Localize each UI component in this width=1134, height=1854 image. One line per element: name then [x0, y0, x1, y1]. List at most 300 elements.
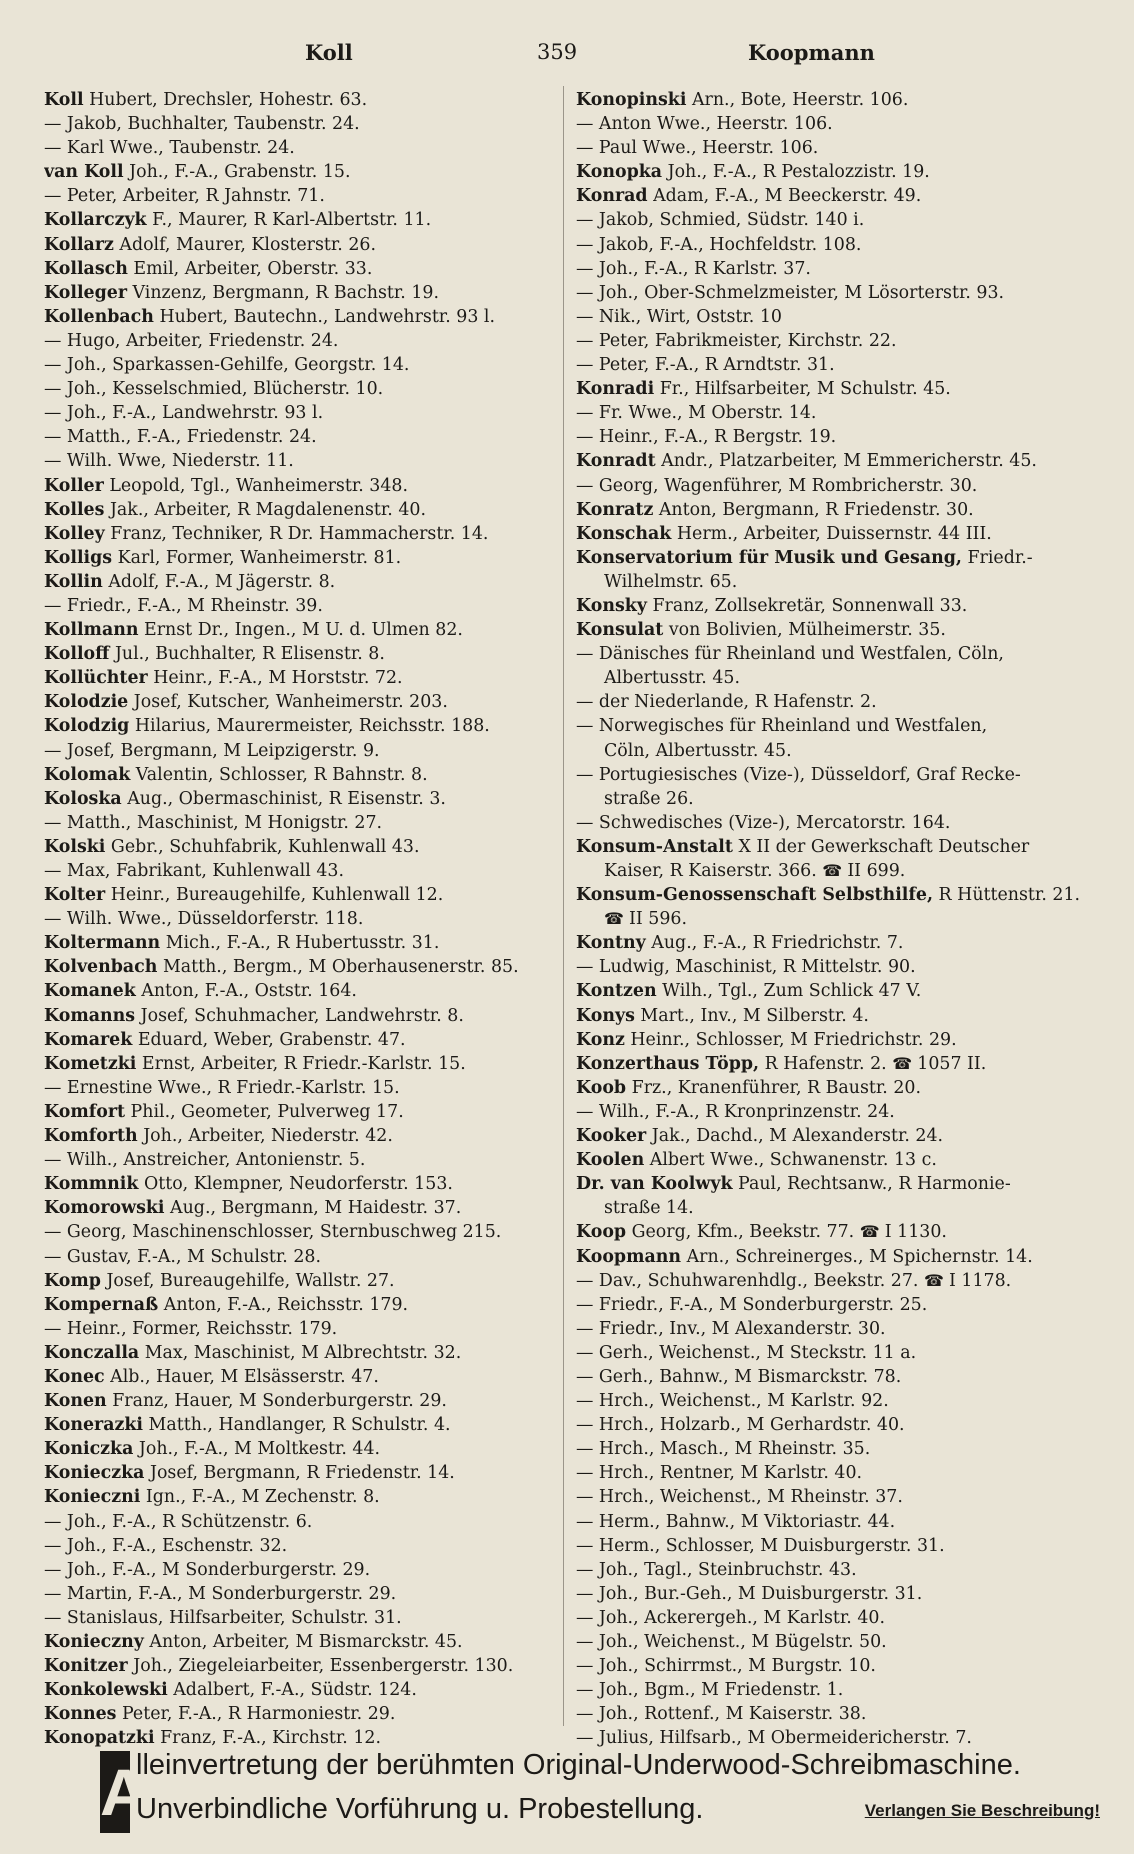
entry-details: Franz, Techniker, R Dr. Hammacherstr. 14. [110, 523, 489, 544]
entry-details: Joh., Arbeiter, Niederstr. 42. [143, 1126, 393, 1147]
entry-details: Josef, Bureaugehilfe, Wallstr. 27. [106, 1270, 395, 1291]
entry-details: Matth., Bergm., M Oberhausenerstr. 85. [162, 957, 519, 978]
entry-surname: Koltermann [44, 933, 161, 954]
entry-details: — Wilh., Anstreicher, Antonienstr. 5. [44, 1150, 366, 1171]
entry-details: — Karl Wwe., Taubenstr. 24. [44, 138, 295, 159]
entry-details: Adolf, F.-A., M Jägerstr. 8. [108, 571, 336, 592]
directory-entry [576, 1172, 1101, 1196]
entry-details: Heinr., F.-A., M Horststr. 72. [153, 668, 403, 689]
directory-entry [44, 1293, 568, 1317]
directory-entry [576, 594, 1101, 618]
entry-surname: Komforth [44, 1126, 138, 1147]
directory-entry [44, 1076, 568, 1100]
directory-entry [44, 88, 568, 112]
directory-entry [576, 666, 1101, 690]
directory-entry [44, 208, 568, 232]
entry-surname: Konradt [576, 451, 656, 472]
directory-entry [44, 305, 568, 329]
entry-details: — Hrch., Weichenst., M Karlstr. 92. [576, 1391, 889, 1412]
directory-entry [44, 714, 568, 738]
directory-entry [44, 1124, 568, 1148]
directory-entry [576, 1076, 1101, 1100]
directory-entry [44, 1558, 568, 1582]
entry-details: Wilh., Tgl., Zum Schlick 47 V. [662, 981, 922, 1002]
directory-entry [576, 257, 1101, 281]
entry-details: — Peter, F.-A., R Arndtstr. 31. [576, 355, 835, 376]
entry-details: — Paul Wwe., Heerstr. 106. [576, 138, 819, 159]
entry-details: — Gerh., Bahnw., M Bismarckstr. 78. [576, 1366, 902, 1387]
entry-details: X II der Gewerkschaft Deutscher [738, 836, 1030, 857]
entry-details: Paul, Rechtsanw., R Harmonie- [738, 1174, 1011, 1195]
directory-entry [44, 1678, 568, 1702]
directory-entry [576, 835, 1101, 859]
entry-surname: Kooker [576, 1126, 647, 1147]
entry-details: — Josef, Bergmann, M Leipzigerstr. 9. [44, 740, 380, 761]
directory-entry [44, 1485, 568, 1509]
entry-surname: Konsum-Genossenschaft Selbsthilfe, [576, 885, 934, 906]
directory-entry [44, 1028, 568, 1052]
directory-entry [44, 329, 568, 353]
entry-details: straße 14. [604, 1198, 694, 1219]
directory-entry [576, 1678, 1101, 1702]
entry-details: — Heinr., F.-A., R Bergstr. 19. [576, 427, 837, 448]
entry-surname: Konerazki [44, 1415, 144, 1436]
directory-entry [576, 1389, 1101, 1413]
advertisement [100, 1743, 1100, 1835]
header-right-keyword: Koopmann [748, 40, 875, 65]
entry-details: — Schwedisches (Vize-), Mercatorstr. 164. [576, 812, 951, 833]
directory-entry [44, 594, 568, 618]
directory-entry [576, 474, 1101, 498]
directory-entry [576, 1510, 1101, 1534]
directory-entry [576, 1317, 1101, 1341]
entry-surname: Kolley [44, 523, 105, 544]
entry-details: — Matth., F.-A., Friedenstr. 24. [44, 427, 317, 448]
entry-surname: Komanek [44, 981, 136, 1002]
directory-entry [576, 449, 1101, 473]
entry-surname: Kolski [44, 836, 106, 857]
entry-surname: Kolleger [44, 282, 127, 303]
directory-entry [576, 1269, 1101, 1293]
entry-details: Franz, F.-A., Kirchstr. 12. [160, 1728, 382, 1749]
directory-entry [576, 1004, 1101, 1028]
entry-details: Hilarius, Maurermeister, Reichsstr. 188. [134, 716, 490, 737]
directory-entry [576, 931, 1101, 955]
entry-details: straße 26. [604, 788, 694, 809]
entry-details: Anton, Arbeiter, M Bismarckstr. 45. [149, 1632, 463, 1652]
entry-details: — Dav., Schuhwarenhdlg., Beekstr. 27. [576, 1270, 919, 1291]
directory-entry [44, 160, 568, 184]
telephone-number: II 596. [629, 909, 688, 930]
entry-details: Phil., Geometer, Pulverweg 17. [130, 1101, 404, 1122]
entry-surname: Kollmann [44, 620, 139, 641]
directory-entry [576, 377, 1101, 401]
entry-surname: Komp [44, 1270, 101, 1291]
entry-surname: Koller [44, 475, 104, 496]
entry-surname: Kolligs [44, 547, 113, 568]
entry-surname: Konieczka [44, 1463, 145, 1484]
directory-entry [576, 714, 1101, 738]
directory-entry [576, 1413, 1101, 1437]
entry-surname: Kolodzie [44, 692, 129, 713]
entry-surname: Kontzen [576, 981, 657, 1002]
directory-entry [44, 955, 568, 979]
directory-entry [576, 1485, 1101, 1509]
entry-details: Wilhelmstr. 65. [604, 571, 738, 592]
entry-surname: Konec [44, 1366, 105, 1387]
entry-details: Valentin, Schlosser, R Bahnstr. 8. [135, 764, 428, 785]
directory-entry [576, 88, 1101, 112]
left-column [44, 88, 568, 1750]
ad-note: Verlangen Sie Beschreibung! [864, 1801, 1100, 1820]
entry-details: — Jakob, F.-A., Hochfeldstr. 108. [576, 234, 862, 255]
directory-entry [44, 546, 568, 570]
directory-entry [44, 690, 568, 714]
directory-entry [44, 1365, 568, 1389]
entry-surname: Konkolewski [44, 1680, 168, 1701]
entry-details: Andr., Platzarbeiter, M Emmericherstr. 45. [661, 451, 1037, 472]
directory-entry [576, 1654, 1101, 1678]
directory-entry [576, 955, 1101, 979]
entry-surname: Kollüchter [44, 668, 148, 689]
entry-details: Vinzenz, Bergmann, R Bachstr. 19. [132, 282, 439, 303]
entry-details: — Anton Wwe., Heerstr. 106. [576, 114, 833, 135]
directory-entry [44, 1269, 568, 1293]
entry-surname: Komorowski [44, 1198, 165, 1219]
entry-surname: Kollarczyk [44, 210, 147, 231]
entry-surname: Konsky [576, 595, 647, 616]
entry-details: Anton, F.-A., Oststr. 164. [141, 981, 357, 1002]
directory-entry [44, 1220, 568, 1244]
directory-entry [44, 883, 568, 907]
entry-details: — Matth., Maschinist, M Honigstr. 27. [44, 812, 383, 833]
entry-surname: Konopka [576, 162, 663, 183]
entry-surname: Konschak [576, 523, 672, 544]
entry-details: Josef, Bergmann, R Friedenstr. 14. [149, 1463, 455, 1484]
directory-entry [576, 1220, 1101, 1244]
entry-surname: Komanns [44, 1005, 136, 1026]
telephone-icon: ☎ [822, 861, 848, 880]
directory-entry [576, 1702, 1101, 1726]
directory-entry [576, 787, 1101, 811]
telephone-number: I 1178. [948, 1270, 1012, 1291]
directory-entry [576, 160, 1101, 184]
entry-surname: Komfort [44, 1101, 126, 1122]
entry-details: — Gustav, F.-A., M Schulstr. 28. [44, 1246, 321, 1267]
directory-entry [576, 498, 1101, 522]
entry-details: Josef, Schuhmacher, Landwehrstr. 8. [140, 1005, 464, 1026]
entry-details: — Portugiesisches (Vize-), Düsseldorf, Graf Recke- [576, 764, 1021, 785]
directory-entry [576, 353, 1101, 377]
entry-details: Aug., F.-A., R Friedrichstr. 7. [651, 933, 904, 954]
entry-details: — Peter, Fabrikmeister, Kirchstr. 22. [576, 330, 897, 351]
directory-entry [44, 136, 568, 160]
directory-entry [44, 1052, 568, 1076]
entry-surname: Kollasch [44, 258, 128, 279]
entry-details: — Hugo, Arbeiter, Friedenstr. 24. [44, 330, 339, 351]
entry-details: — Joh., Kesselschmied, Blücherstr. 10. [44, 379, 384, 400]
entry-details: — Joh., Weichenst., M Bügelstr. 50. [576, 1632, 887, 1652]
directory-entry [576, 1582, 1101, 1606]
directory-entry [44, 281, 568, 305]
entry-surname: Konradi [576, 379, 655, 400]
entry-details: Arn., Schreinerges., M Spichernstr. 14. [686, 1246, 1033, 1267]
entry-details: Leopold, Tgl., Wanheimerstr. 348. [109, 475, 409, 496]
directory-entry [44, 763, 568, 787]
entry-details: Kaiser, R Kaiserstr. 366. [604, 861, 817, 881]
directory-entry [44, 1510, 568, 1534]
entry-details: Franz, Zollsekretär, Sonnenwall 33. [652, 595, 968, 616]
entry-details: R Hafenstr. 2. [764, 1053, 887, 1074]
entry-details: Adalbert, F.-A., Südstr. 124. [173, 1680, 417, 1701]
entry-details: — Julius, Hilfsarb., M Obermeidericherstr. 7. [576, 1728, 972, 1749]
entry-details: — Joh., F.-A., R Schützenstr. 6. [44, 1511, 313, 1532]
right-column [576, 88, 1101, 1750]
entry-surname: Konitzer [44, 1656, 128, 1677]
entry-details: Mart., Inv., M Silberstr. 4. [640, 1005, 869, 1026]
entry-details: Anton, Bergmann, R Friedenstr. 30. [658, 499, 974, 520]
directory-entry [576, 136, 1101, 160]
directory-entry [44, 1196, 568, 1220]
entry-details: Alb., Hauer, M Elsässerstr. 47. [110, 1366, 379, 1387]
entry-surname: Koopmann [576, 1246, 682, 1267]
entry-details: — Peter, Arbeiter, R Jahnstr. 71. [44, 186, 325, 207]
directory-entry [44, 1389, 568, 1413]
directory-entry [44, 112, 568, 136]
directory-entry [44, 1582, 568, 1606]
entry-details: Adam, F.-A., M Beeckerstr. 49. [653, 186, 922, 207]
entry-details: Peter, F.-A., R Harmoniestr. 29. [122, 1704, 396, 1725]
directory-entry [576, 1100, 1101, 1124]
entry-surname: Koob [576, 1077, 627, 1098]
entry-details: Max, Maschinist, M Albrechtstr. 32. [144, 1342, 462, 1363]
entry-details: Aug., Obermaschinist, R Eisenstr. 3. [127, 788, 446, 809]
entry-surname: Konopatzki [44, 1728, 155, 1749]
directory-entry [44, 811, 568, 835]
directory-entry [44, 1702, 568, 1726]
entry-details: — Herm., Schlosser, M Duisburgerstr. 31. [576, 1535, 945, 1556]
ad-line-1: lleinvertretung der berühmten Original-Underwood-Schreibmaschine. [136, 1749, 1021, 1781]
entry-details: — Joh., F.-A., Landwehrstr. 93 l. [44, 403, 324, 424]
entry-details: R Hüttenstr. 21. [938, 885, 1081, 906]
entry-details: Hubert, Drechsler, Hohestr. 63. [89, 90, 368, 110]
directory-entry [576, 642, 1101, 666]
directory-entry [576, 739, 1101, 763]
directory-entry [576, 1245, 1101, 1269]
directory-entry [44, 353, 568, 377]
entry-details: — Joh., Tagl., Steinbruchstr. 43. [576, 1559, 857, 1580]
entry-details: Georg, Kfm., Beekstr. 77. [631, 1222, 855, 1243]
entry-details: — Friedr., F.-A., M Sonderburgerstr. 25. [576, 1294, 928, 1315]
directory-entry [44, 257, 568, 281]
directory-entry [576, 281, 1101, 305]
entry-surname: Konsulat [576, 620, 664, 641]
directory-entry [576, 1196, 1101, 1220]
directory-entry [44, 1437, 568, 1461]
entry-details: — Joh., F.-A., M Sonderburgerstr. 29. [44, 1559, 371, 1580]
entry-details: — Ernestine Wwe., R Friedr.-Karlstr. 15. [44, 1077, 400, 1098]
entry-details: Fr., Hilfsarbeiter, M Schulstr. 45. [659, 379, 951, 400]
directory-entry [44, 474, 568, 498]
directory-entry [44, 1630, 568, 1654]
entry-details: Emil, Arbeiter, Oberstr. 33. [133, 258, 373, 279]
entry-details: Herm., Arbeiter, Duissernstr. 44 III. [676, 523, 992, 544]
directory-entry [576, 329, 1101, 353]
entry-details: von Bolivien, Mülheimerstr. 35. [668, 620, 946, 641]
entry-surname: Kollarz [44, 234, 114, 255]
entry-details: Adolf, Maurer, Klosterstr. 26. [119, 234, 376, 255]
entry-details: Mich., F.-A., R Hubertusstr. 31. [165, 933, 440, 954]
directory-entry [576, 112, 1101, 136]
entry-surname: Kollenbach [44, 306, 154, 327]
entry-details: Arn., Bote, Heerstr. 106. [691, 90, 909, 110]
entry-details: — Herm., Bahnw., M Viktoriastr. 44. [576, 1511, 896, 1532]
directory-entry [576, 425, 1101, 449]
entry-details: Cöln, Albertusstr. 45. [604, 740, 792, 761]
entry-surname: Kolloff [44, 644, 110, 665]
entry-surname: Kollin [44, 571, 103, 592]
directory-entry [44, 1148, 568, 1172]
directory-entry [576, 1558, 1101, 1582]
entry-details: — Norwegisches für Rheinland und Westfalen, [576, 716, 988, 737]
entry-details: — Heinr., Former, Reichsstr. 179. [44, 1318, 338, 1339]
entry-details: — Stanislaus, Hilfsarbeiter, Schulstr. 31. [44, 1607, 402, 1628]
page-number: 359 [537, 40, 578, 64]
directory-entry [44, 1100, 568, 1124]
entry-details: Karl, Former, Wanheimerstr. 81. [117, 547, 402, 568]
entry-details: Joh., F.-A., Grabenstr. 15. [129, 162, 351, 183]
entry-details: Franz, Hauer, M Sonderburgerstr. 29. [112, 1391, 447, 1412]
entry-surname: Konratz [576, 499, 654, 520]
directory-entry [576, 1293, 1101, 1317]
entry-details: Josef, Kutscher, Wanheimerstr. 203. [133, 692, 448, 713]
header-left-keyword: Koll [305, 40, 353, 65]
entry-details: — Joh., Rottenf., M Kaiserstr. 38. [576, 1704, 867, 1725]
entry-surname: Kommnik [44, 1174, 139, 1195]
directory-entry [576, 1606, 1101, 1630]
entry-details: — Georg, Maschinenschlosser, Sternbuschweg 215. [44, 1222, 502, 1243]
telephone-number: II 699. [847, 861, 906, 881]
directory-entry [44, 1413, 568, 1437]
entry-details: — Jakob, Buchhalter, Taubenstr. 24. [44, 114, 360, 135]
entry-details: — Wilh. Wwe., Düsseldorferstr. 118. [44, 909, 364, 930]
entry-surname: Koll [44, 90, 84, 110]
directory-entry [44, 449, 568, 473]
entry-details: Frz., Kranenführer, R Baustr. 20. [631, 1077, 922, 1098]
entry-details: — Joh., Sparkassen-Gehilfe, Georgstr. 14. [44, 355, 410, 376]
directory-entry [576, 1461, 1101, 1485]
directory-entry [576, 763, 1101, 787]
entry-details: — Joh., Bur.-Geh., M Duisburgerstr. 31. [576, 1583, 923, 1604]
directory-entry [576, 859, 1101, 883]
directory-entry [44, 739, 568, 763]
entry-surname: Kolles [44, 499, 105, 520]
entry-details: — Joh., Bgm., M Friedenstr. 1. [576, 1680, 844, 1701]
entry-details: — Joh., Ackerergeh., M Karlstr. 40. [576, 1607, 885, 1628]
directory-entry [44, 642, 568, 666]
entry-details: Friedr.- [967, 547, 1033, 568]
entry-details: — Hrch., Holzarb., M Gerhardstr. 40. [576, 1415, 905, 1436]
telephone-icon: ☎ [923, 1270, 949, 1290]
entry-surname: Konservatorium für Musik und Gesang, [576, 547, 962, 568]
entry-surname: Konzerthaus Töpp, [576, 1053, 760, 1074]
entry-details: F., Maurer, R Karl-Albertstr. 11. [152, 210, 432, 231]
entry-surname: Kolodzig [44, 716, 130, 737]
entry-details: — Dänisches für Rheinland und Westfalen, Cöln, [576, 644, 1004, 665]
entry-surname: Kompernaß [44, 1294, 159, 1315]
entry-details: Heinr., Bureaugehilfe, Kuhlenwall 12. [110, 885, 444, 906]
entry-details: Jak., Dachd., M Alexanderstr. 24. [651, 1126, 944, 1147]
entry-details: — Hrch., Weichenst., M Rheinstr. 37. [576, 1487, 903, 1508]
directory-entry [44, 907, 568, 931]
entry-details: Ign., F.-A., M Zechenstr. 8. [145, 1487, 380, 1508]
entry-details: — der Niederlande, R Hafenstr. 2. [576, 692, 877, 713]
entry-surname: Konrad [576, 186, 648, 207]
entry-details: — Gerh., Weichenst., M Steckstr. 11 a. [576, 1342, 917, 1363]
entry-surname: Koniczka [44, 1439, 134, 1460]
directory-entry [576, 979, 1101, 1003]
directory-entry [44, 1654, 568, 1678]
entry-surname: Koolen [576, 1150, 645, 1171]
ad-initial-letter: A [100, 1751, 130, 1833]
directory-entry [576, 1148, 1101, 1172]
entry-surname: Dr. van Koolwyk [576, 1174, 733, 1195]
directory-entry [576, 1052, 1101, 1076]
ad-line-2: Unverbindliche Vorführung u. Probestellung. [136, 1793, 704, 1825]
directory-entry [44, 184, 568, 208]
directory-entry [44, 931, 568, 955]
directory-entry [44, 618, 568, 642]
directory-entry [576, 811, 1101, 835]
directory-entry [44, 1461, 568, 1485]
entry-surname: Konsum-Anstalt [576, 836, 733, 857]
entry-details: Joh., Ziegeleiarbeiter, Essenbergerstr. 130. [133, 1656, 514, 1677]
directory-entry [576, 618, 1101, 642]
entry-surname: Koloska [44, 788, 122, 809]
entry-details: — Jakob, Schmied, Südstr. 140 i. [576, 210, 865, 231]
directory-entry [44, 1317, 568, 1341]
entry-details: Matth., Handlanger, R Schulstr. 4. [148, 1415, 451, 1436]
directory-entry [576, 305, 1101, 329]
entry-surname: Kolvenbach [44, 957, 158, 978]
directory-entry [576, 208, 1101, 232]
entry-surname: Konopinski [576, 90, 687, 110]
entry-details: — Joh., Schirrmst., M Burgstr. 10. [576, 1656, 876, 1677]
directory-entry [44, 1534, 568, 1558]
directory-entry [576, 690, 1101, 714]
entry-details: — Max, Fabrikant, Kuhlenwall 43. [44, 861, 344, 881]
directory-entry [576, 522, 1101, 546]
directory-entry [44, 401, 568, 425]
entry-surname: Konieczni [44, 1487, 141, 1508]
entry-details: — Joh., F.-A., R Karlstr. 37. [576, 258, 811, 279]
directory-entry [44, 1341, 568, 1365]
entry-details: — Joh., Ober-Schmelzmeister, M Lösorterstr. 93. [576, 282, 1005, 303]
directory-entry [576, 907, 1101, 931]
entry-details: Jul., Buchhalter, R Elisenstr. 8. [114, 644, 385, 665]
telephone-icon: ☎ [892, 1053, 918, 1073]
directory-entry [44, 377, 568, 401]
entry-surname: Konieczny [44, 1632, 144, 1652]
directory-entry [576, 1534, 1101, 1558]
entry-details: Heinr., Schlosser, M Friedrichstr. 29. [630, 1029, 957, 1050]
entry-details: — Fr. Wwe., M Oberstr. 14. [576, 403, 817, 424]
directory-entry [44, 425, 568, 449]
entry-surname: Konz [576, 1029, 625, 1050]
entry-surname: Kontny [576, 933, 646, 954]
directory-entry [44, 570, 568, 594]
entry-details: — Hrch., Masch., M Rheinstr. 35. [576, 1439, 871, 1460]
